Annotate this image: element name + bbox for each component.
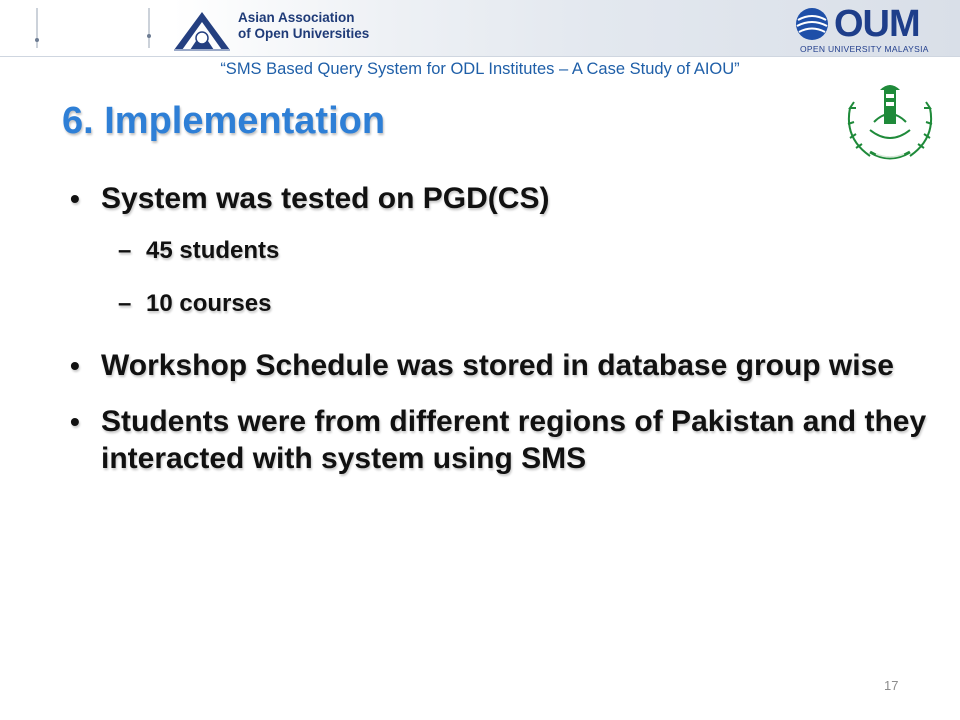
bullet-mark: • xyxy=(70,406,80,437)
bullet-mark: • xyxy=(70,183,80,214)
bullet-mark: • xyxy=(70,350,80,381)
sub-bullet-mark: – xyxy=(118,290,132,317)
oum-globe-icon xyxy=(794,6,830,42)
bullet-text: Students were from different regions of Pakistan and they interacted with system using SMS xyxy=(101,405,927,475)
aaou-name xyxy=(238,10,369,42)
bullet-item xyxy=(70,403,930,477)
sub-bullet-text: 10 courses xyxy=(146,290,272,317)
bullet-text: Workshop Schedule was stored in database group wise xyxy=(101,349,894,382)
aaou-line-1: Asian Association xyxy=(238,10,355,25)
sub-bullet-mark: – xyxy=(118,237,132,264)
oum-subtitle: OPEN UNIVERSITY MALAYSIA xyxy=(800,44,929,54)
bullet-text: System was tested on PGD(CS) xyxy=(101,182,550,215)
decorative-tick-icon xyxy=(146,6,152,50)
header-banner xyxy=(0,0,960,57)
decorative-tick-icon xyxy=(34,6,40,50)
aiou-crest-icon xyxy=(840,78,940,166)
oum-logo-text: OUM xyxy=(834,3,920,45)
slide-subtitle: “SMS Based Query System for ODL Institutes – A Case Study of AIOU” xyxy=(220,60,740,78)
sub-bullet-text: 45 students xyxy=(146,237,280,264)
bullet-item xyxy=(70,180,930,217)
slide-body xyxy=(70,180,930,477)
sub-bullet-item xyxy=(70,236,930,266)
slide-title: 6. Implementation xyxy=(62,100,386,142)
page-number: 17 xyxy=(884,678,899,693)
bullet-item xyxy=(70,347,930,384)
aaou-logo-icon xyxy=(172,6,232,52)
sub-bullet-item xyxy=(70,289,930,319)
aaou-line-2: of Open Universities xyxy=(238,26,370,41)
